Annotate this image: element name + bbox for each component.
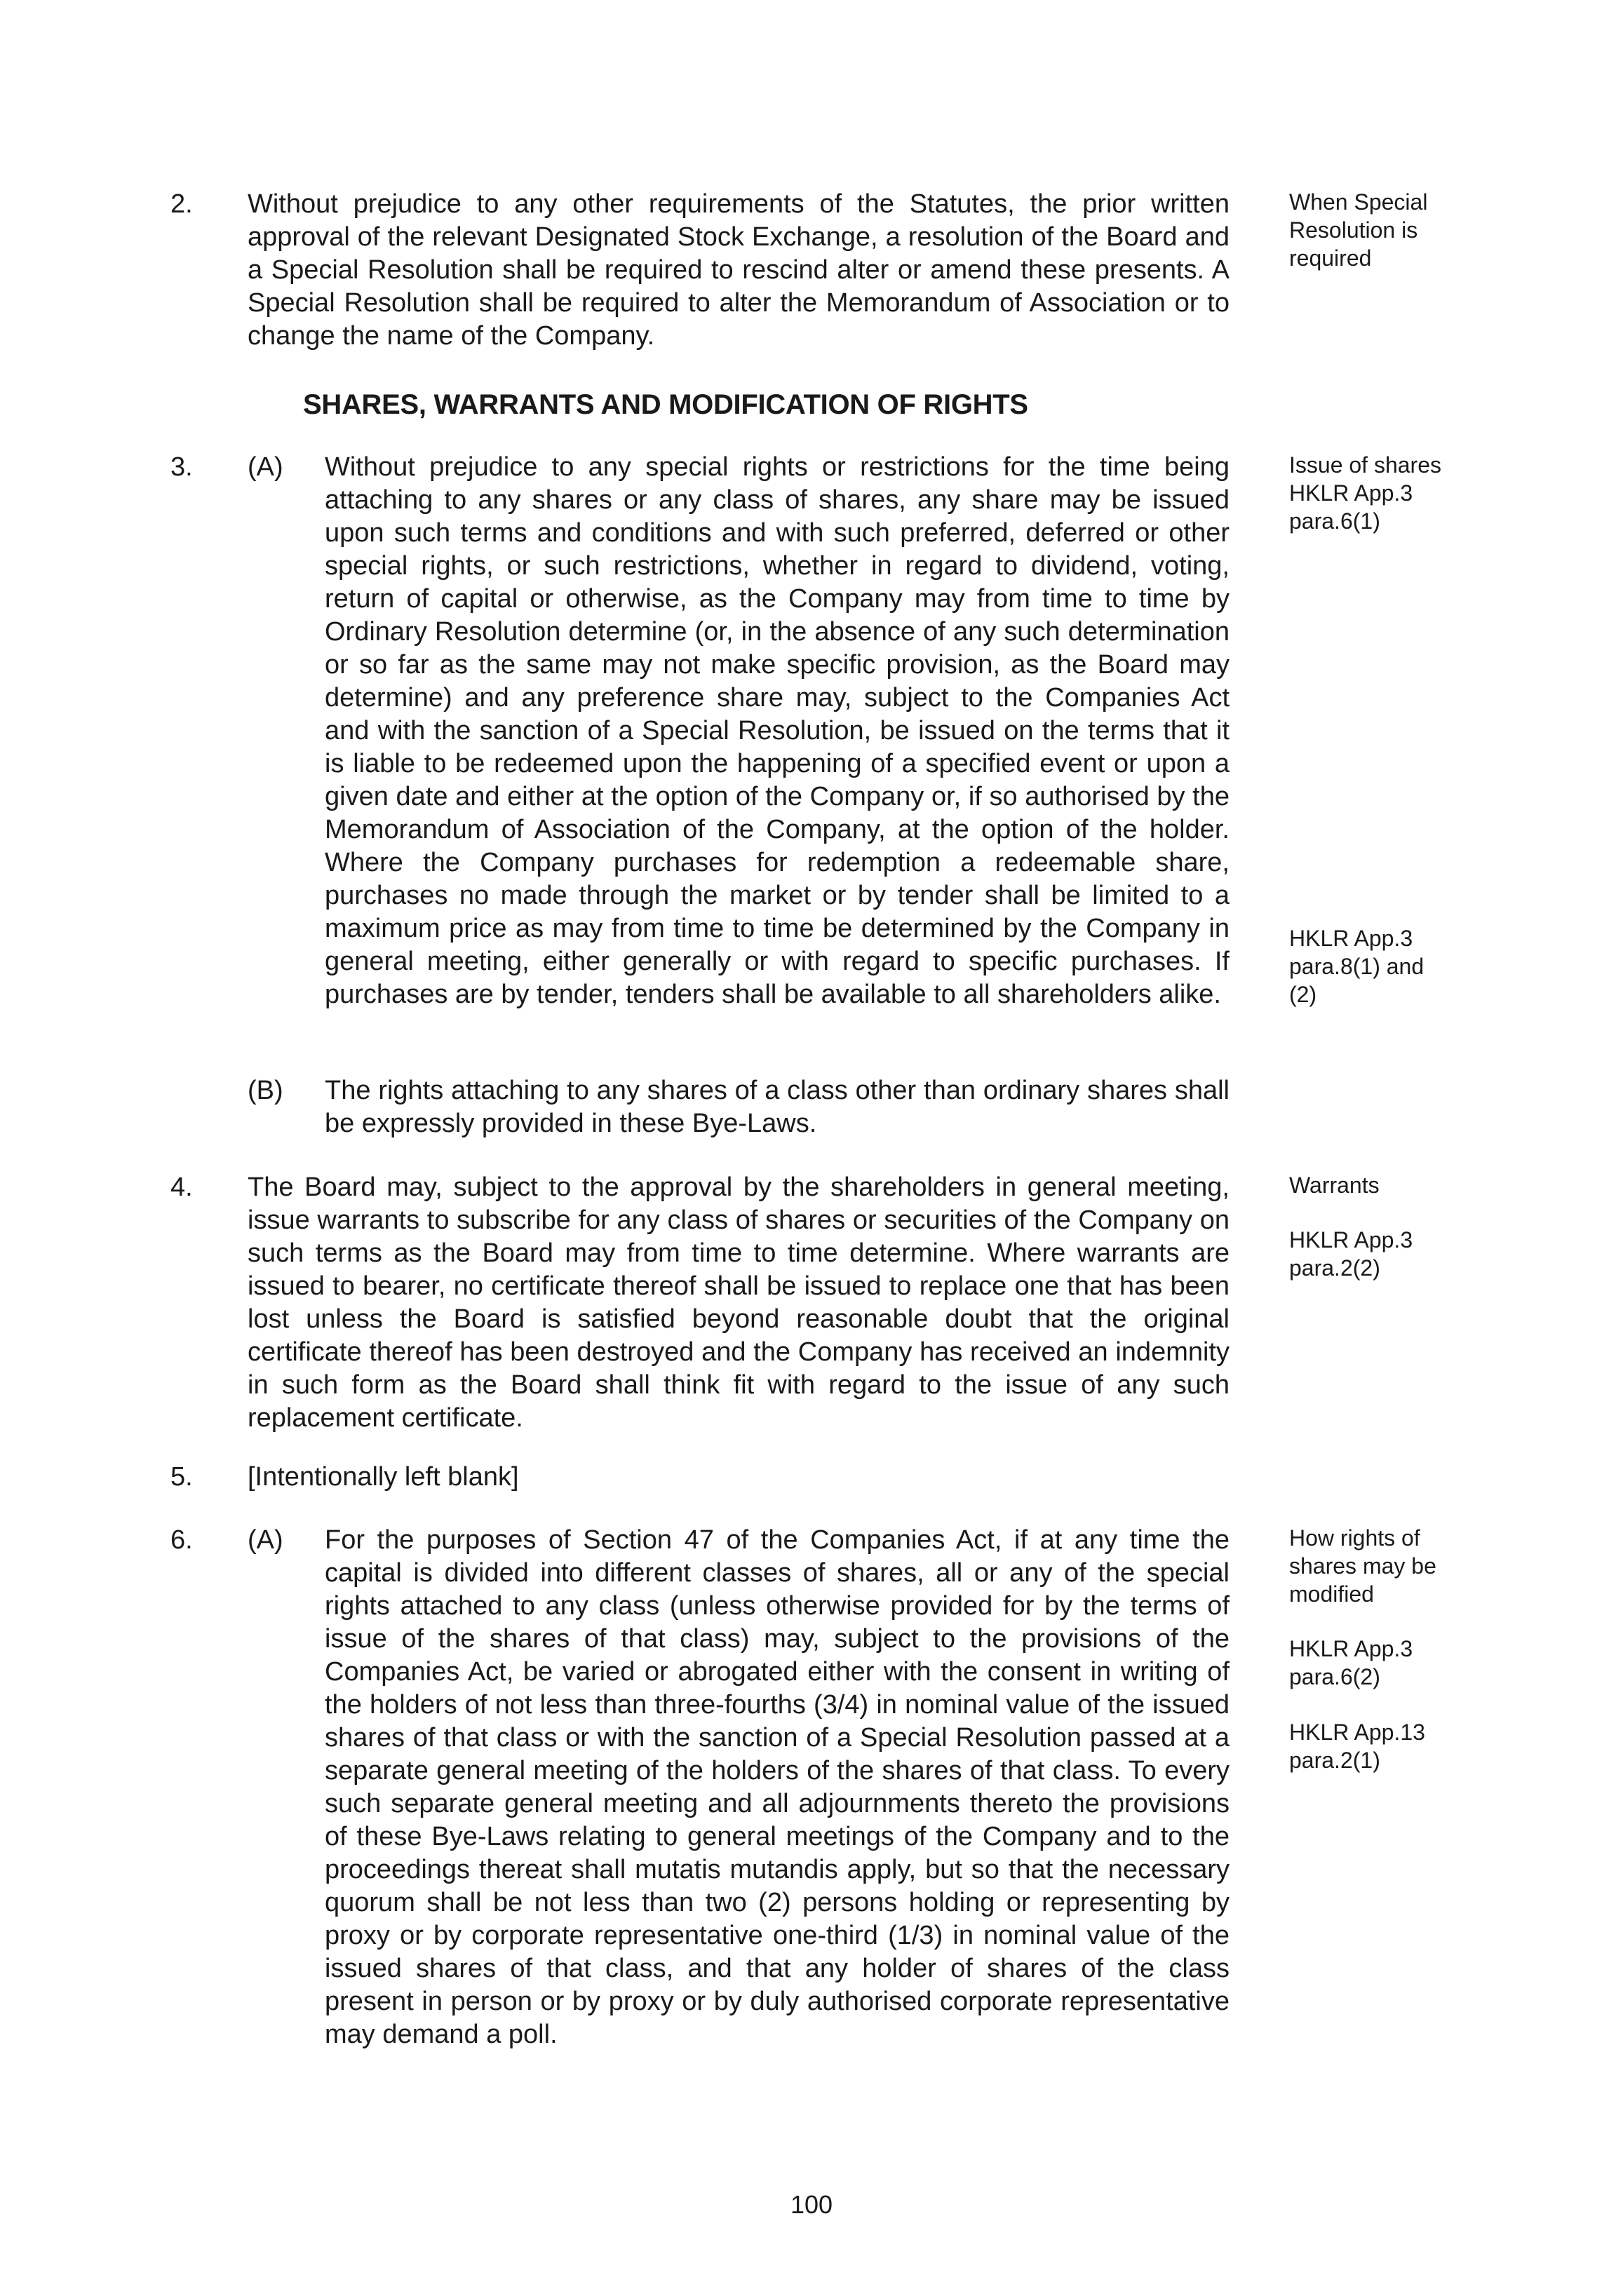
margin-note-text: HKLR App.3 para.2(2) bbox=[1289, 1227, 1413, 1281]
margin-note-text: When Special Resolution is required bbox=[1289, 189, 1428, 271]
paragraph-6-number: 6. bbox=[170, 1525, 193, 1555]
margin-note-hklr-app3-para8 bbox=[1289, 924, 1450, 1008]
paragraph-3b-label: (B) bbox=[248, 1076, 283, 1105]
paragraph-6a-text: For the purposes of Section 47 of the Companies Act, if at any time the capital is divided into different classes of shares, all or any of the special rights attached to any class (unless otherwise provided for by the terms of issue of the shares of that class) may, subject to the provisions of the Companies Act, be varied or abrogated either with the consent in writing of the holders of not less than three-fourths (3/4) in nominal value of the issued shares of that class or with the sanction of a Special Resolution passed at a separate general meeting of the holders of the shares of that class. To every such separate general meeting and all adjournments thereto the provisions of these Bye-Laws relating to general meetings of the Company and to the proceedings thereat shall mutatis mutandis apply, but so that the necessary quorum shall be not less than two (2) persons holding or representing by proxy or by corporate representative one-third (1/3) in nominal value of the issued shares of that class, and that any holder of shares of the class present in person or by proxy or by duly authorised corporate representative may demand a poll. bbox=[325, 1525, 1230, 2049]
margin-note-text: Warrants bbox=[1289, 1173, 1380, 1198]
margin-note-text: How rights of shares may be modified bbox=[1289, 1525, 1436, 1607]
paragraph-4-number: 4. bbox=[170, 1173, 193, 1202]
margin-note-issue-of-shares bbox=[1289, 451, 1472, 535]
paragraph-5 bbox=[248, 1461, 1230, 1494]
paragraph-6a bbox=[325, 1524, 1230, 2051]
paragraph-2-number: 2. bbox=[170, 189, 193, 219]
margin-note-warrants bbox=[1289, 1171, 1472, 1199]
margin-note-text: HKLR App.13 para.2(1) bbox=[1289, 1720, 1425, 1773]
margin-note-text: HKLR App.3 para.6(2) bbox=[1289, 1636, 1413, 1689]
paragraph-3b-text: The rights attaching to any shares of a class other than ordinary shares shall be expressly provided in these Bye-Laws. bbox=[325, 1076, 1230, 1138]
paragraph-6a-label: (A) bbox=[248, 1525, 283, 1555]
section-heading: SHARES, WARRANTS AND MODIFICATION OF RIGHTS bbox=[303, 389, 1028, 420]
page-number: 100 bbox=[790, 2190, 833, 2219]
paragraph-3b bbox=[325, 1074, 1230, 1140]
paragraph-4-text: The Board may, subject to the approval by the shareholders in general meeting, issue warrants to subscribe for any class of shares or securities of the Company on such terms as the Board may from time to time determine. Where warrants are issued to bearer, no certificate thereof shall be issued to replace one that has been lost unless the Board is satisfied beyond reasonable doubt that the original certificate thereof has been destroyed and the Company has received an indemnity in such form as the Board shall think fit with regard to the issue of any such replacement certificate. bbox=[248, 1173, 1230, 1433]
paragraph-5-number: 5. bbox=[170, 1462, 193, 1492]
margin-note-hklr-app3-para6-2 bbox=[1289, 1635, 1472, 1691]
paragraph-3a-text: Without prejudice to any special rights or restrictions for the time being attaching to any shares or any class of shares, any share may be issued upon such terms and conditions and with such preferred, deferred or other special rights, or such restrictions, whether in regard to dividend, voting, return of capital or otherwise, as the Company may from time to time by Ordinary Resolution determine (or, in the absence of any such determination or so far as the same may not make specific provision, as the Board may determine) and any preference share may, subject to the Companies Act and with the sanction of a Special Resolution, be issued on the terms that it is liable to be redeemed upon the happening of a specified event or upon a given date and either at the option of the Company or, if so authorised by the Memorandum of Association of the Company, at the option of the holder. Where the Company purchases for redemption a redeemable share, purchases no made through the market or by tender shall be limited to a maximum price as may from time to time be determined by the Company in general meeting, either generally or with regard to specific purchases. If purchases are by tender, tenders shall be available to all shareholders alike. bbox=[325, 452, 1230, 1009]
paragraph-3-number: 3. bbox=[170, 452, 193, 482]
paragraph-4 bbox=[248, 1171, 1230, 1435]
paragraph-3a bbox=[325, 451, 1230, 1011]
margin-note-text: HKLR App.3 para.8(1) and (2) bbox=[1289, 926, 1425, 1007]
margin-note-special-resolution bbox=[1289, 188, 1457, 272]
paragraph-2-text: Without prejudice to any other requirements of the Statutes, the prior written approval of the relevant Designated Stock Exchange, a resolution of the Board and a Special Resolution shall be required to rescind alter or amend these presents. A Special Resolution shall be required to alter the Memorandum of Association or to change the name of the Company. bbox=[248, 189, 1230, 351]
margin-note-text: Issue of shares HKLR App.3 para.6(1) bbox=[1289, 452, 1441, 534]
margin-note-hklr-app3-para2 bbox=[1289, 1226, 1472, 1282]
paragraph-3a-label: (A) bbox=[248, 452, 283, 482]
margin-note-hklr-app13-para2-1 bbox=[1289, 1718, 1472, 1774]
paragraph-2 bbox=[248, 188, 1230, 353]
paragraph-5-text: [Intentionally left blank] bbox=[248, 1462, 519, 1492]
margin-note-how-rights-modified bbox=[1289, 1524, 1450, 1608]
